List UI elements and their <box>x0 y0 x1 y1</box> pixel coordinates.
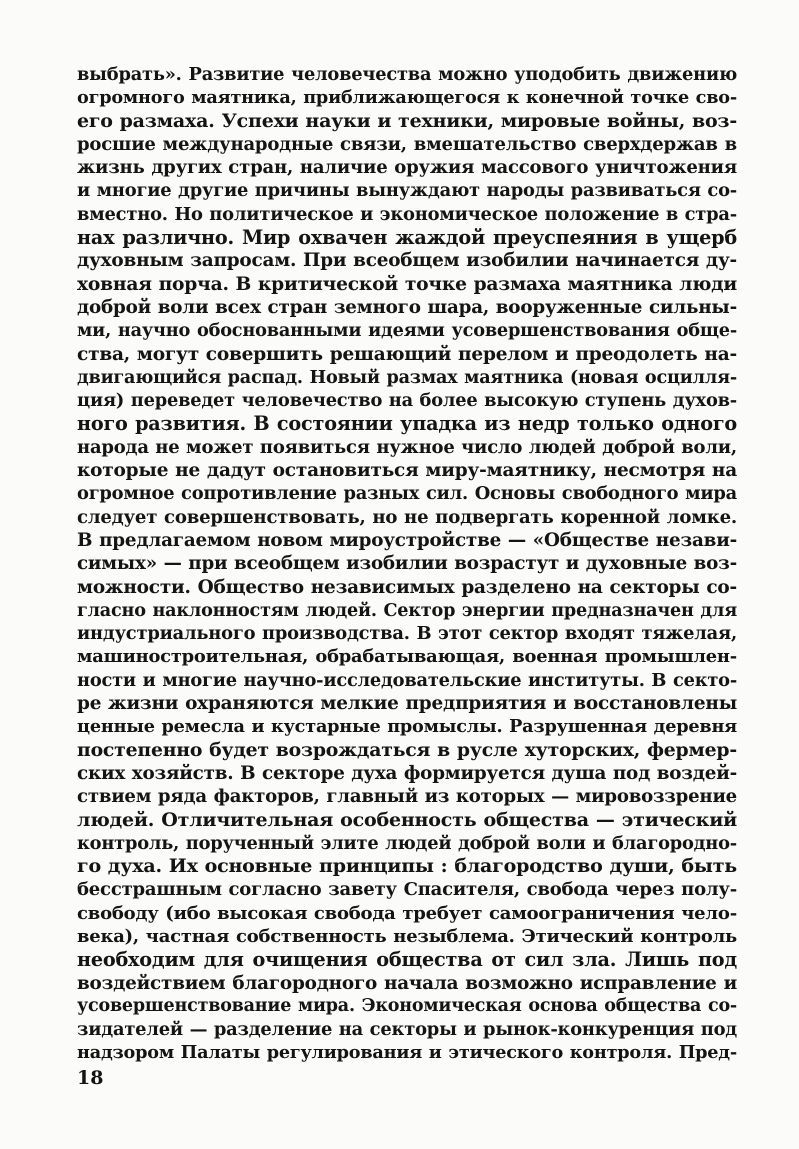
text-line: симых» — при всеобщем изобилии возрастут и духовные воз- <box>77 553 737 575</box>
text-line: зидателей — разделение на секторы и рынок-конкуренция под <box>77 1019 737 1041</box>
text-line: можности. Общество независимых разделено на секторы со- <box>77 576 737 598</box>
text-line: вместно. Но политическое и экономическое положение в стра- <box>77 203 737 225</box>
text-line: контроль, порученный элите людей доброй воли и благородно- <box>77 832 737 854</box>
text-line: В предлагаемом новом мироустройстве — «Обществе незави- <box>77 529 737 551</box>
text-line: усовершенствование мира. Экономическая основа общества со- <box>77 995 737 1016</box>
text-line: его размаха. Успехи науки и техники, мировые войны, воз- <box>77 109 737 132</box>
text-line: века), частная собственность незыблема. Этический контроль <box>77 925 737 947</box>
text-line: огромного маятника, приближающегося к конечной точке сво- <box>77 87 737 109</box>
text-line: ре жизни охраняются мелкие предприятия и восстановлены <box>77 693 737 715</box>
text-line: го духа. Их основные принципы : благородство души, быть <box>77 855 737 878</box>
text-line: духовным запросам. При всеобщем изобилии начинается ду- <box>77 250 737 272</box>
text-line: воздействием благородного начала возможно исправление и <box>77 972 737 994</box>
text-line: ценные ремесла и кустарные промыслы. Разрушенная деревня <box>77 716 737 738</box>
text-line: ция) переведет человечество на более высокую ступень духов- <box>77 390 737 412</box>
text-line: народа не может появиться нужное число людей доброй воли, <box>77 436 737 458</box>
text-line: ствием ряда факторов, главный из которых — мировоззрение <box>77 786 737 808</box>
text-line: выбрать». Развитие человечества можно уподобить движению <box>77 64 737 85</box>
text-line: ного развития. В состоянии упадка из недр только одного <box>77 412 737 436</box>
page-number: 18 <box>77 1067 104 1089</box>
text-line: людей. Отличительная особенность общества — этический <box>77 808 737 831</box>
text-line: доброй воли всех стран земного шара, вооруженные сильны- <box>77 296 737 318</box>
text-line: постепенно будет возрождаться в русле хуторских, фермер- <box>77 738 737 761</box>
text-line: ми, научно обоснованными идеями усовершенствования обще- <box>77 320 737 342</box>
text-line: свободу (ибо высокая свобода требует самоограничения чело- <box>77 902 737 924</box>
text-line: ских хозяйств. В секторе духа формируется душа под воздей- <box>77 762 737 784</box>
text-line: гласно наклонностям людей. Сектор энергии предназначен для <box>77 599 737 621</box>
text-line: бесстрашным согласно завету Спасителя, свобода через полу- <box>77 879 737 901</box>
text-line: ности и многие научно-исследовательские институты. В секто- <box>77 669 737 691</box>
body-text <box>77 63 737 1065</box>
text-line: следует совершенствовать, но не подвергать коренной ломке. <box>77 506 737 528</box>
text-line: нах различно. Мир охвачен жаждой преуспеяния в ущерб <box>77 226 737 250</box>
text-line: жизнь других стран, наличие оружия массового уничтожения <box>77 157 737 179</box>
text-line: двигающийся распад. Новый размах маятника (новая осцилля- <box>77 366 737 388</box>
text-line: индустриального производства. В этот сектор входят тяжелая, <box>77 623 737 645</box>
text-line: ховная порча. В критической точке размаха маятника люди <box>77 272 737 295</box>
text-line: надзором Палаты регулирования и этического контроля. Пред- <box>77 1042 737 1064</box>
text-line: ства, могут совершить решающий перелом и преодолеть на- <box>77 343 737 365</box>
text-line: огромное сопротивление разных сил. Основы свободного мира <box>77 483 737 505</box>
text-line: необходим для очищения общества от сил зла. Лишь под <box>77 948 737 972</box>
text-line: и многие другие причины вынуждают народы развиваться со- <box>77 180 737 202</box>
text-line: машиностроительная, обрабатывающая, военная промышлен- <box>77 646 737 668</box>
text-line: которые не дадут остановиться миру-маятнику, несмотря на <box>77 460 737 482</box>
text-line: росшие международные связи, вмешательство сверхдержав в <box>77 133 737 155</box>
